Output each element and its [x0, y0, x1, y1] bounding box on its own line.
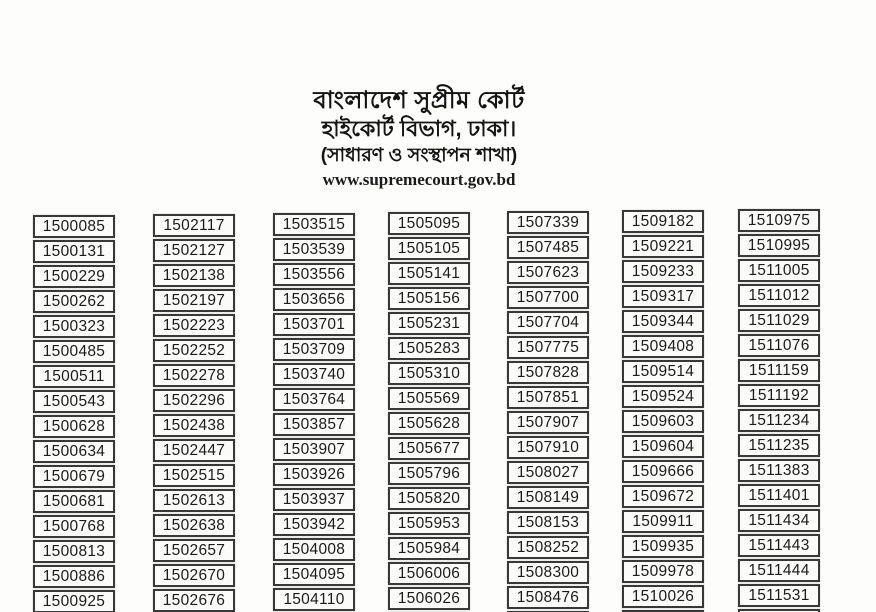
roll-number-cell: 1509317 [622, 285, 704, 308]
roll-number-cell: 1511235 [738, 434, 820, 457]
roll-number-cell: 1504110 [273, 588, 355, 611]
roll-number-cell: 1511159 [738, 359, 820, 382]
roll-number-cell: 1507775 [507, 336, 589, 359]
roll-number-cell: 1505796 [388, 462, 470, 485]
roll-number-cell: 1511434 [738, 509, 820, 532]
roll-number-cell: 1502515 [153, 464, 235, 487]
roll-number-cell: 1505628 [388, 412, 470, 435]
roll-number-cell: 1511531 [738, 584, 820, 607]
roll-number-cell: 1509672 [622, 485, 704, 508]
roll-number-cell: 1504008 [273, 538, 355, 561]
roll-number-cell: 1503539 [273, 238, 355, 261]
roll-number-cell: 1500543 [33, 390, 115, 413]
roll-number-cell: 1511012 [738, 284, 820, 307]
roll-number-cell: 1500262 [33, 290, 115, 313]
roll-number-cell: 1507485 [507, 236, 589, 259]
roll-number-cell: 1507700 [507, 286, 589, 309]
roll-number-cell: 1505953 [388, 512, 470, 535]
roll-number-cell: 1508300 [507, 561, 589, 584]
roll-number-cell: 1502223 [153, 314, 235, 337]
roll-number-cell: 1508027 [507, 461, 589, 484]
roll-number-cell: 1508476 [507, 586, 589, 609]
roll-number-cell: 1502117 [153, 214, 235, 237]
roll-number-cell: 1500768 [33, 515, 115, 538]
roll-number-cell: 1509408 [622, 335, 704, 358]
roll-number-cell: 1510995 [738, 234, 820, 257]
roll-number-cell: 1505095 [388, 212, 470, 235]
number-column [388, 212, 470, 612]
roll-number-cell: 1503764 [273, 388, 355, 411]
roll-number-cell: 1508149 [507, 486, 589, 509]
branch-name: (সাধারণ ও সংস্থাপন শাখা) [320, 145, 518, 166]
roll-number-cell: 1500634 [33, 440, 115, 463]
number-column [273, 213, 355, 612]
roll-number-cell: 1506026 [388, 587, 470, 610]
number-column [507, 211, 589, 612]
roll-number-cell: 1505677 [388, 437, 470, 460]
roll-number-cell: 1509514 [622, 360, 704, 383]
roll-number-cell: 1505820 [388, 487, 470, 510]
roll-number-cell: 1507339 [507, 211, 589, 234]
roll-number-cell: 1500679 [33, 465, 115, 488]
roll-number-cell: 1502676 [153, 589, 235, 612]
number-column [153, 214, 235, 612]
roll-number-cell: 1509935 [622, 535, 704, 558]
roll-number-cell: 1505283 [388, 337, 470, 360]
roll-number-cell: 1500628 [33, 415, 115, 438]
roll-number-cell: 1511234 [738, 409, 820, 432]
roll-number-cell: 1503942 [273, 513, 355, 536]
roll-number-cell: 1500229 [33, 265, 115, 288]
roll-number-cell: 1507910 [507, 436, 589, 459]
roll-number-cell: 1509221 [622, 235, 704, 258]
roll-number-cell: 1509604 [622, 435, 704, 458]
roll-number-cell: 1507623 [507, 261, 589, 284]
number-column [33, 215, 115, 612]
roll-number-cell: 1502127 [153, 239, 235, 262]
roll-number-cell: 1500485 [33, 340, 115, 363]
roll-number-cell: 1503556 [273, 263, 355, 286]
roll-number-cell: 1505141 [388, 262, 470, 285]
roll-number-cell: 1511076 [738, 334, 820, 357]
roll-number-cell: 1500511 [33, 365, 115, 388]
page-title: বাংলাদেশ সুপ্রীম কোর্ট [313, 87, 525, 114]
roll-number-cell: 1502296 [153, 389, 235, 412]
page-subtitle: হাইকোর্ট বিভাগ, ঢাকা। [321, 116, 517, 141]
number-column [622, 210, 704, 612]
roll-number-cell: 1508153 [507, 511, 589, 534]
roll-number-cell: 1509182 [622, 210, 704, 233]
roll-number-cell: 1503857 [273, 413, 355, 436]
roll-number-cell: 1503709 [273, 338, 355, 361]
roll-number-cell: 1503907 [273, 438, 355, 461]
roll-number-cell: 1511029 [738, 309, 820, 332]
roll-number-cell: 1500886 [33, 565, 115, 588]
roll-number-cell: 1511192 [738, 384, 820, 407]
roll-number-cell: 1502613 [153, 489, 235, 512]
roll-number-cell: 1505569 [388, 387, 470, 410]
roll-number-cell: 1511444 [738, 559, 820, 582]
roll-number-cell: 1502278 [153, 364, 235, 387]
roll-number-cell: 1500813 [33, 540, 115, 563]
roll-number-cell: 1504095 [273, 563, 355, 586]
roll-number-cell: 1500925 [33, 590, 115, 612]
roll-number-cell: 1509603 [622, 410, 704, 433]
roll-number-cell: 1507828 [507, 361, 589, 384]
roll-number-cell: 1505984 [388, 537, 470, 560]
roll-number-cell: 1503937 [273, 488, 355, 511]
roll-number-cell: 1500085 [33, 215, 115, 238]
roll-number-cell: 1509911 [622, 510, 704, 533]
roll-number-cell: 1509666 [622, 460, 704, 483]
roll-number-cell: 1511401 [738, 484, 820, 507]
roll-number-cell: 1502638 [153, 514, 235, 537]
roll-number-cell: 1505310 [388, 362, 470, 385]
number-column [738, 209, 820, 612]
roll-number-cell: 1506006 [388, 562, 470, 585]
roll-number-cell: 1503515 [273, 213, 355, 236]
roll-number-cell: 1509233 [622, 260, 704, 283]
roll-number-cell: 1511443 [738, 534, 820, 557]
roll-number-cell: 1507704 [507, 311, 589, 334]
roll-number-cell: 1502447 [153, 439, 235, 462]
roll-number-cell: 1505231 [388, 312, 470, 335]
roll-number-cell: 1502197 [153, 289, 235, 312]
roll-number-cell: 1511005 [738, 259, 820, 282]
roll-number-cell: 1502138 [153, 264, 235, 287]
roll-number-cell: 1505105 [388, 237, 470, 260]
roll-number-cell: 1505156 [388, 287, 470, 310]
roll-number-cell: 1509978 [622, 560, 704, 583]
roll-number-cell: 1503926 [273, 463, 355, 486]
roll-number-cell: 1508252 [507, 536, 589, 559]
document-header [0, 86, 838, 191]
roll-number-cell: 1511383 [738, 459, 820, 482]
roll-number-cell: 1500323 [33, 315, 115, 338]
roll-number-cell: 1500131 [33, 240, 115, 263]
roll-number-cell: 1502657 [153, 539, 235, 562]
roll-number-cell: 1509344 [622, 310, 704, 333]
roll-number-cell: 1507907 [507, 411, 589, 434]
roll-number-cell: 1510975 [738, 209, 820, 232]
website-url: www.supremecourt.gov.bd [322, 170, 516, 189]
roll-number-cell: 1510026 [622, 585, 704, 608]
roll-number-cell: 1507851 [507, 386, 589, 409]
roll-number-cell: 1502252 [153, 339, 235, 362]
roll-number-cell: 1500681 [33, 490, 115, 513]
roll-number-cell: 1503740 [273, 363, 355, 386]
roll-number-cell: 1509524 [622, 385, 704, 408]
roll-number-cell: 1502438 [153, 414, 235, 437]
roll-number-cell: 1503701 [273, 313, 355, 336]
roll-number-cell: 1502670 [153, 564, 235, 587]
roll-number-cell: 1503656 [273, 288, 355, 311]
